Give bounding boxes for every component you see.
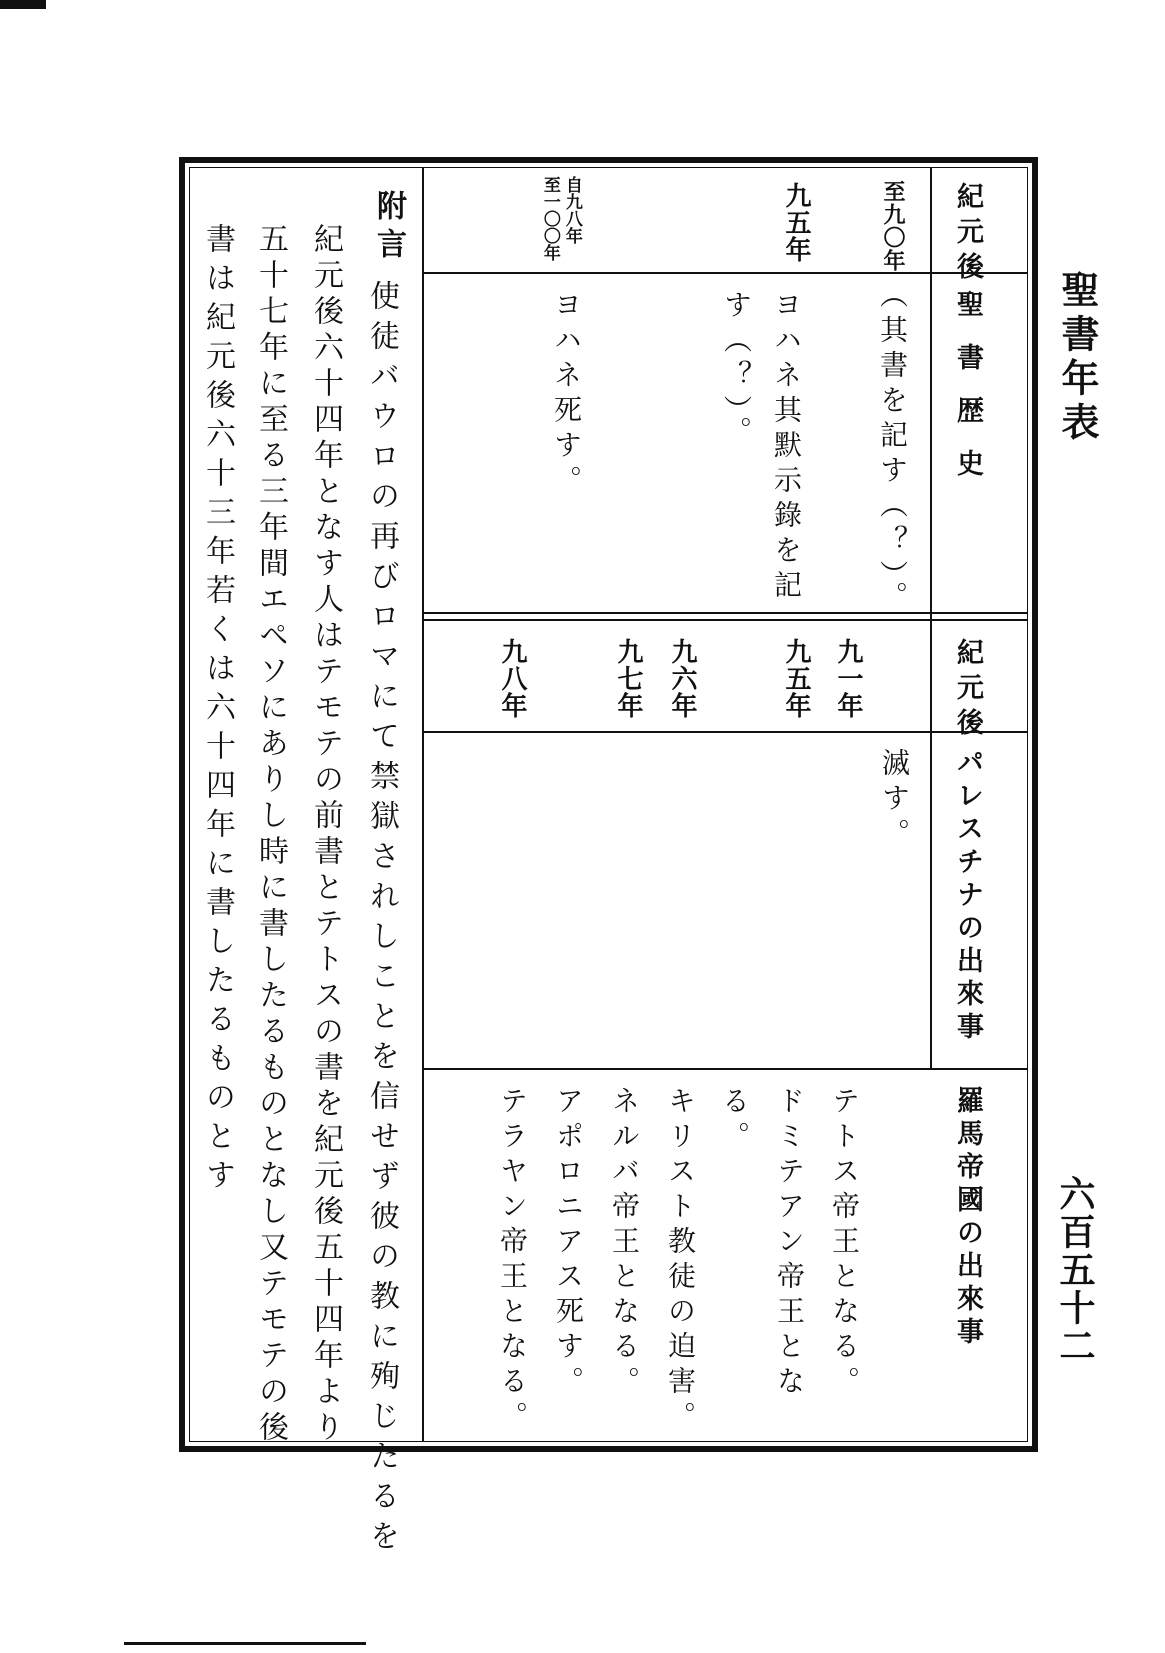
note-column-divider xyxy=(422,168,424,1441)
rome-header: 羅馬帝國の出來事 xyxy=(952,1086,983,1350)
history-header: 聖書歴史 xyxy=(952,290,983,502)
row-divider-mid xyxy=(422,731,1027,733)
note-line: 書は紀元後六十三年若くは六十四年に書したるものとす xyxy=(200,223,235,1198)
running-title: 聖書年表 xyxy=(1055,270,1100,446)
era-header-1: 紀元後 xyxy=(952,182,983,287)
corner-mark xyxy=(0,0,46,9)
year-label: 九七年 xyxy=(613,638,643,719)
table-frame xyxy=(179,157,1038,1560)
note-line: 五十七年に至る三年間エペソにありし時に書したるものとなし又テモテの後 xyxy=(253,223,288,1447)
note-label: 附言 xyxy=(371,190,406,266)
rome-entry: アポロニアス死す。 xyxy=(552,1086,585,1401)
history-entry: ヨハネ其默示錄を記 xyxy=(770,290,803,605)
history-entry: す（？）。 xyxy=(720,290,753,451)
history-entry: ヨハネ死す。 xyxy=(550,290,583,500)
page-number: 六百五十二 xyxy=(1054,1175,1096,1365)
palestine-entry: 滅す。 xyxy=(878,748,911,853)
year-label: 九八年 xyxy=(497,638,527,719)
row-divider-top xyxy=(422,272,1027,274)
year-label: 至九〇年 xyxy=(880,180,906,272)
header-column-divider xyxy=(930,168,932,1068)
history-entry: （其書を記す（？）。 xyxy=(876,280,909,616)
palestine-header: パレスチナの出來事 xyxy=(952,748,983,1045)
year-label: 九五年 xyxy=(781,638,811,719)
year-label: 九一年 xyxy=(833,638,863,719)
section-divider-b xyxy=(422,619,1027,621)
row-divider-low xyxy=(422,1068,1027,1070)
bottom-rule xyxy=(124,1642,366,1645)
year-label: 九六年 xyxy=(667,638,697,719)
note-line: 使徒バウロの再びロマにて禁獄されしことを信せず彼の教に殉じたるを xyxy=(364,280,399,1560)
year-label: 自九八年 xyxy=(561,176,582,244)
rome-entry: テラヤン帝王となる。 xyxy=(496,1086,529,1436)
rome-entry: ドミテアン帝王とな xyxy=(773,1086,806,1401)
era-header-2: 紀元後 xyxy=(952,638,983,743)
rome-entry: キリスト教徒の迫害。 xyxy=(664,1086,697,1436)
section-divider-a xyxy=(422,612,1027,614)
rome-entry: る。 xyxy=(718,1086,751,1156)
year-label: 至一〇〇年 xyxy=(539,176,560,261)
rome-entry: テトス帝王となる。 xyxy=(828,1086,861,1401)
rome-entry: ネルバ帝王となる。 xyxy=(608,1086,641,1401)
year-label: 九五年 xyxy=(781,182,811,263)
note-line: 紀元後六十四年となす人はテモテの前書とテトスの書を紀元後五十四年より xyxy=(308,223,343,1447)
table-inner-border xyxy=(189,167,1028,1560)
